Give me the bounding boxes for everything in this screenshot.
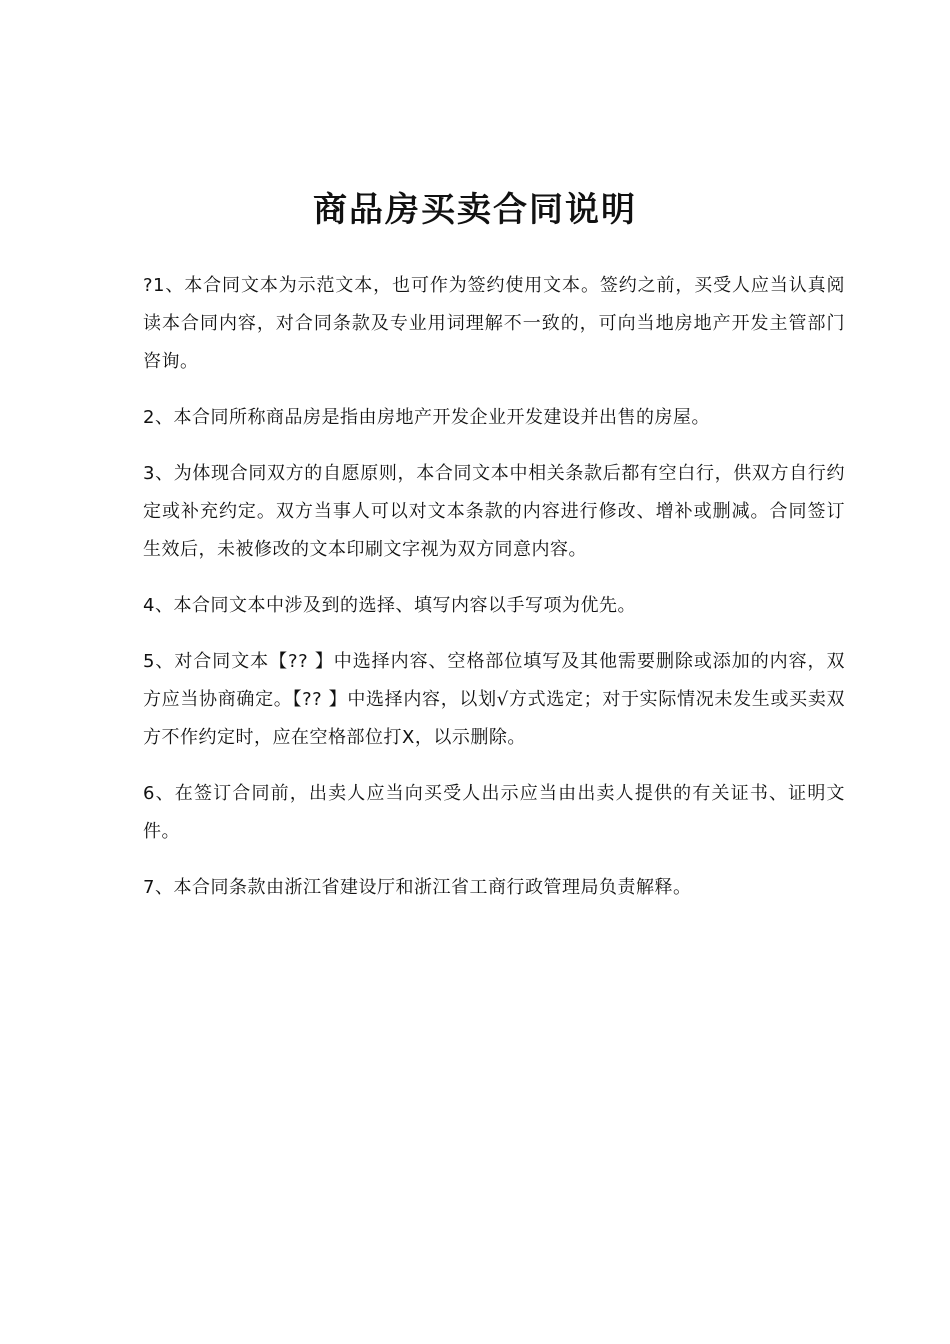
paragraph-2: 2、本合同所称商品房是指由房地产开发企业开发建设并出售的房屋。 — [143, 407, 710, 428]
paragraph-1: ?1、本合同文本为示范文本，也可作为签约使用文本。签约之前，买受人应当认真阅读本合同内容，对合同条款及专业用词理解不一致的，可向当地房地产开发主管部门咨询。 — [143, 275, 845, 372]
paragraph-3: 3、为体现合同双方的自愿原则，本合同文本中相关条款后都有空白行，供双方自行约定或补充约定。双方当事人可以对文本条款的内容进行修改、增补或删减。合同签订生效后，未被修改的文本印刷文字视为双方同意内容。 — [143, 463, 845, 560]
paragraph-6: 6、在签订合同前，出卖人应当向买受人出示应当由出卖人提供的有关证书、证明文件。 — [143, 783, 845, 842]
document-title: 商品房买卖合同说明 — [313, 190, 637, 230]
document-body — [143, 267, 845, 925]
paragraph-7: 7、本合同条款由浙江省建设厅和浙江省工商行政管理局负责解释。 — [143, 877, 692, 898]
paragraph-5: 5、对合同文本【?? 】中选择内容、空格部位填写及其他需要删除或添加的内容，双方应当协商确定。【?? 】中选择内容，以划√方式选定；对于实际情况未发生或买卖双方不作约定时，应在空格部位打X，以示删除。 — [143, 651, 845, 748]
paragraph-4: 4、本合同文本中涉及到的选择、填写内容以手写项为优先。 — [143, 595, 636, 616]
